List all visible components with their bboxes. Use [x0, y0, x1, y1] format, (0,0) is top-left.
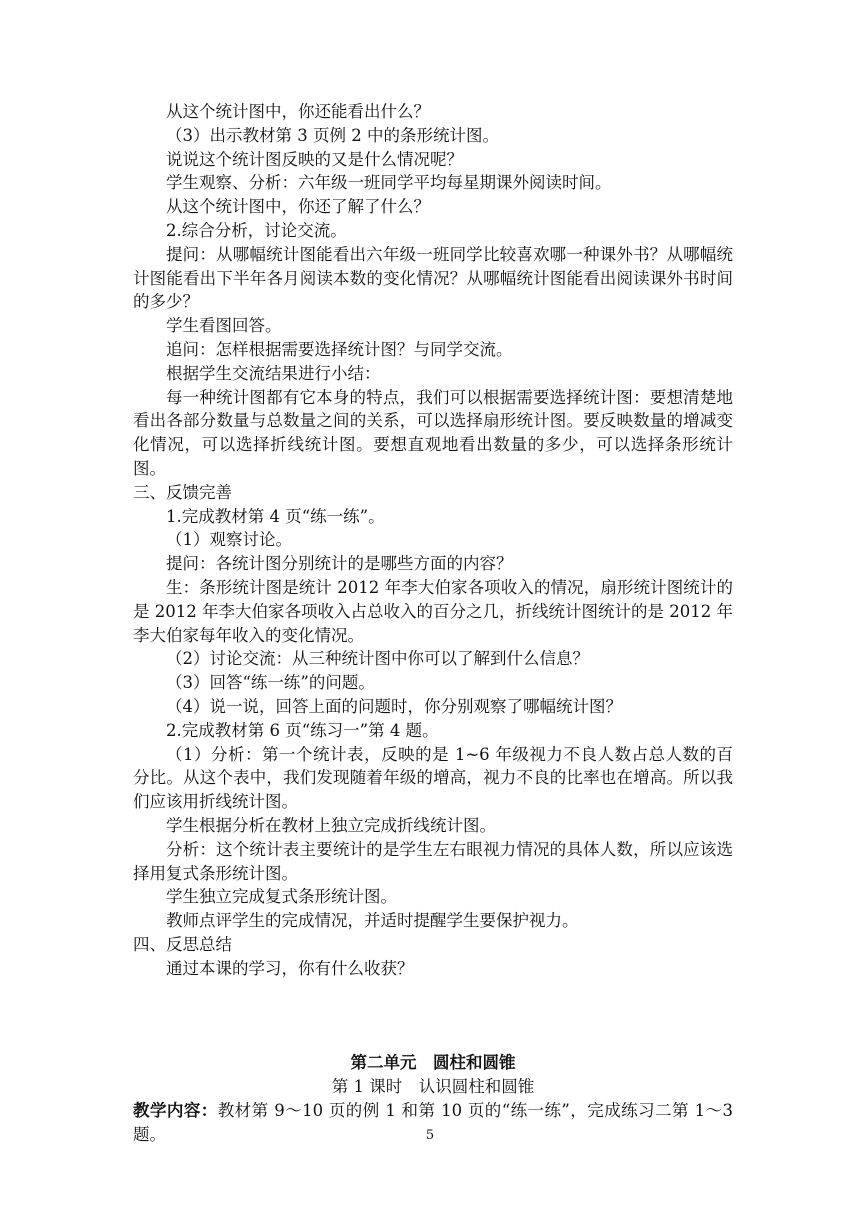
section-heading: 四、反思总结: [133, 934, 232, 954]
section-heading: 三、反馈完善: [133, 482, 232, 502]
body-line: 学生根据分析在教材上独立完成折线统计图。: [166, 815, 496, 835]
document-page: [133, 100, 733, 1147]
unit-title: 第二单元 圆柱和圆锥: [350, 1053, 516, 1073]
body-line: 教师点评学生的完成情况，并适时提醒学生要保护视力。: [166, 911, 579, 931]
page-number: 5: [425, 1128, 435, 1143]
body-line: 从这个统计图中，你还了解了什么？: [166, 197, 430, 217]
body-line: 2.完成教材第 6 页“练习一”第 4 题。: [166, 720, 439, 740]
question-paragraph: 提问：从哪幅统计图能看出六年级一班同学比较喜欢哪一种课外书？从哪幅统计图能看出下半年各月阅读本数的变化情况？从哪幅统计图能看出阅读课外书时间的多少？: [133, 244, 733, 312]
section-spacer: [133, 980, 733, 1051]
analysis-paragraph: 分析：这个统计表主要统计的是学生左右眼视力情况的具体人数，所以应该选择用复式条形统计图。: [133, 839, 733, 883]
body-line: 1.完成教材第 4 页“练一练”。: [166, 506, 385, 526]
body-line: 学生观察、分析：六年级一班同学平均每星期课外阅读时间。: [166, 173, 612, 193]
body-line: （2）讨论交流：从三种统计图中你可以了解到什么信息？: [166, 649, 589, 669]
body-line: 根据学生交流结果进行小结：: [166, 363, 381, 383]
body-line: 提问：各统计图分别统计的是哪些方面的内容？: [166, 554, 513, 574]
body-line: （3）出示教材第 3 页例 2 中的条形统计图。: [166, 125, 499, 145]
body-line: 说说这个统计图反映的又是什么情况呢？: [166, 149, 463, 169]
body-line: 学生独立完成复式条形统计图。: [166, 887, 397, 907]
summary-paragraph: 每一种统计图都有它本身的特点，我们可以根据需要选择统计图：要想清楚地看出各部分数量与总数量之间的关系，可以选择扇形统计图。要反映数量的增减变化情况，可以选择折线统计图。要想直观地看出数量的多少，可以选择条形统计图。: [133, 387, 733, 478]
body-line: 从这个统计图中，你还能看出什么？: [166, 102, 430, 121]
lesson-title: 第 1 课时 认识圆柱和圆锥: [331, 1077, 535, 1097]
body-line: （3）回答“练一练”的问题。: [166, 673, 375, 693]
body-line: （4）说一说，回答上面的问题时，你分别观察了哪幅统计图？: [166, 696, 622, 716]
student-answer-paragraph: 生：条形统计图是统计 2012 年李大伯家各项收入的情况，扇形统计图统计的是 2012 年李大伯家各项收入占总收入的百分之几，折线统计图统计的是 2012 年李大伯家每年收入的变化情况。: [133, 577, 733, 645]
body-line: 2.综合分析，讨论交流。: [166, 220, 347, 240]
body-line: 通过本课的学习，你有什么收获？: [166, 958, 414, 978]
body-line: 学生看图回答。: [166, 316, 282, 336]
analysis-paragraph: （1）分析：第一个统计表，反映的是 1~6 年级视力不良人数占总人数的百分比。从这个表中，我们发现随着年级的增高，视力不良的比率也在增高。所以我们应该用折线统计图。: [133, 744, 733, 812]
body-line: （1）观察讨论。: [166, 530, 292, 550]
teaching-content-text: 教材第 9～10 页的例 1 和第 10 页的“练一练”，完成练习二第 1～3 题。: [133, 1101, 733, 1144]
body-line: 追问：怎样根据需要选择统计图？与同学交流。: [166, 339, 513, 359]
teaching-content-label: 教学内容：: [133, 1101, 218, 1121]
